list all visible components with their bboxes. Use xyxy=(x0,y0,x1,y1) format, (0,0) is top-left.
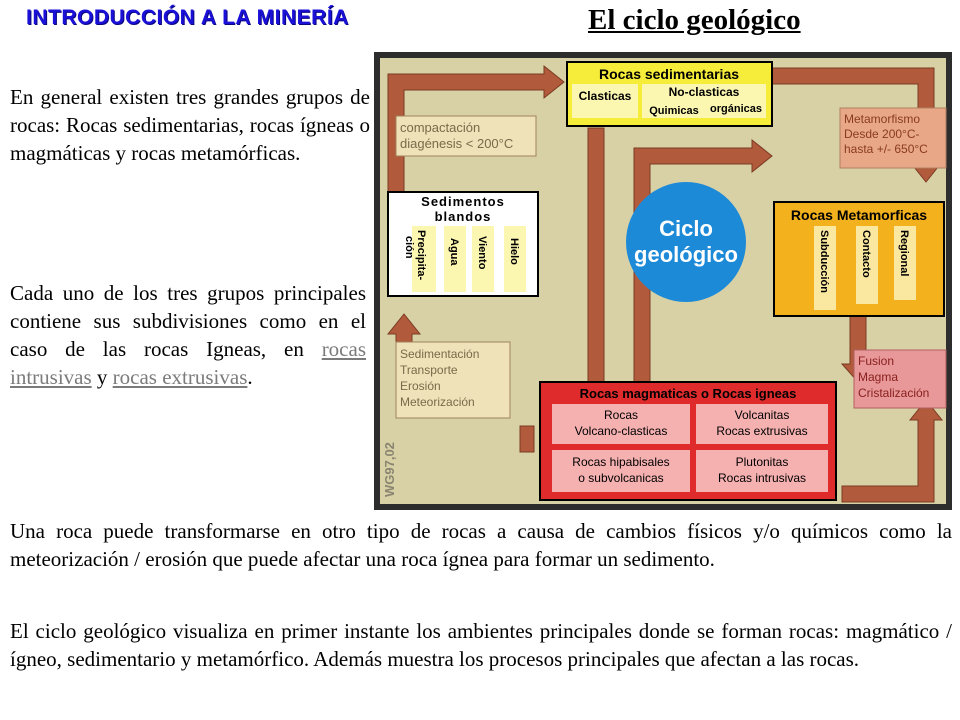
igneous-c2-line2: Rocas extrusivas xyxy=(716,424,808,438)
page-title: El ciclo geológico xyxy=(588,4,801,36)
groups-text-and: y xyxy=(96,364,108,389)
process-sedimentation: Sedimentación xyxy=(400,347,480,361)
sed-col-ice-label: Hielo xyxy=(508,238,520,265)
groups-text-end: . xyxy=(247,364,253,389)
soft-sediments-title-2: blandos xyxy=(434,209,492,224)
meta-col-contact-label: Contacto xyxy=(860,230,872,278)
process-weathering: Meteorización xyxy=(400,395,475,409)
organic-label: orgánicas xyxy=(710,103,762,115)
fusion-line-1: Fusion xyxy=(858,354,895,368)
groups-paragraph xyxy=(10,280,366,392)
fusion-line-2: Magma xyxy=(858,370,899,384)
process-erosion: Erosión xyxy=(400,379,441,393)
meta-col-regional-label: Regional xyxy=(898,230,910,277)
metamorphic-title: Rocas Metamorficas xyxy=(790,207,928,223)
sedimentary-title: Rocas sedimentarias xyxy=(598,66,740,82)
nonclastic-label: No-clasticas xyxy=(668,85,740,99)
arrow-igneous-left xyxy=(520,426,534,452)
igneous-title: Rocas magmaticas o Rocas igneas xyxy=(579,386,797,401)
soft-sediments-title-1: Sedimentos xyxy=(421,194,505,209)
sed-col-wind-label: Viento xyxy=(476,236,488,270)
igneous-c1-line1: Rocas xyxy=(603,408,639,422)
course-title: INTRODUCCIÓN A LA MINERÍA xyxy=(26,6,349,29)
sed-col-precip-label-2: ción xyxy=(403,236,415,259)
compaction-line-2: diagénesis < 200°C xyxy=(400,136,514,151)
intrusive-rocks-link[interactable]: rocas intrusivas xyxy=(10,336,366,389)
clastic-label: Clasticas xyxy=(578,89,632,103)
igneous-c3-line2: o subvolcanicas xyxy=(578,471,664,485)
metamorphism-line-2: Desde 200°C- xyxy=(844,127,920,141)
compaction-line-1: compactación xyxy=(400,120,481,135)
center-label-2: geológico xyxy=(634,242,738,267)
metamorphism-line-3: hasta +/- 650°C xyxy=(844,142,928,156)
center-label-1: Ciclo xyxy=(659,216,713,241)
cycle-summary-paragraph: El ciclo geológico visualiza en primer instante los ambientes principales donde se forman rocas: magmático / ígneo, sedimentario y metamórfico. Además muestra los procesos principales que afectan a las rocas. xyxy=(10,619,952,671)
diagram-credit: WG97,02 xyxy=(382,442,397,497)
sed-col-precip-label-1: Precipita- xyxy=(415,230,427,281)
geologic-cycle-diagram xyxy=(374,52,952,510)
extrusive-rocks-link[interactable]: rocas extrusivas xyxy=(112,364,248,389)
process-transport: Transporte xyxy=(400,363,458,377)
metamorphism-line-1: Metamorfismo xyxy=(844,112,921,126)
igneous-c3-line1: Rocas hipabisales xyxy=(572,455,670,469)
chemical-label: Quimicas xyxy=(649,105,699,117)
igneous-c1-line2: Volcano-clasticas xyxy=(574,424,668,438)
groups-text: Cada uno de los tres grupos principales contiene sus subdivisiones como en el caso de las rocas Igneas, en xyxy=(10,281,366,361)
fusion-line-3: Cristalización xyxy=(858,386,930,400)
igneous-c4-line2: Rocas intrusivas xyxy=(717,471,807,485)
sed-col-water-label: Agua xyxy=(448,238,460,266)
arrow-sed-down xyxy=(588,128,604,392)
igneous-c2-line1: Volcanitas xyxy=(734,408,790,422)
meta-col-subduction-label: Subducción xyxy=(818,230,830,293)
intro-paragraph: En general existen tres grandes grupos de rocas: Rocas sedimentarias, rocas ígneas o magmáticas y rocas metamórficas. xyxy=(10,85,370,165)
transformation-paragraph: Una roca puede transformarse en otro tipo de rocas a causa de cambios físicos y/o químicos como la meteorización / erosión que puede afectar una roca ígnea para formar un sedimento. xyxy=(10,519,952,571)
igneous-c4-line1: Plutonitas xyxy=(735,455,789,469)
